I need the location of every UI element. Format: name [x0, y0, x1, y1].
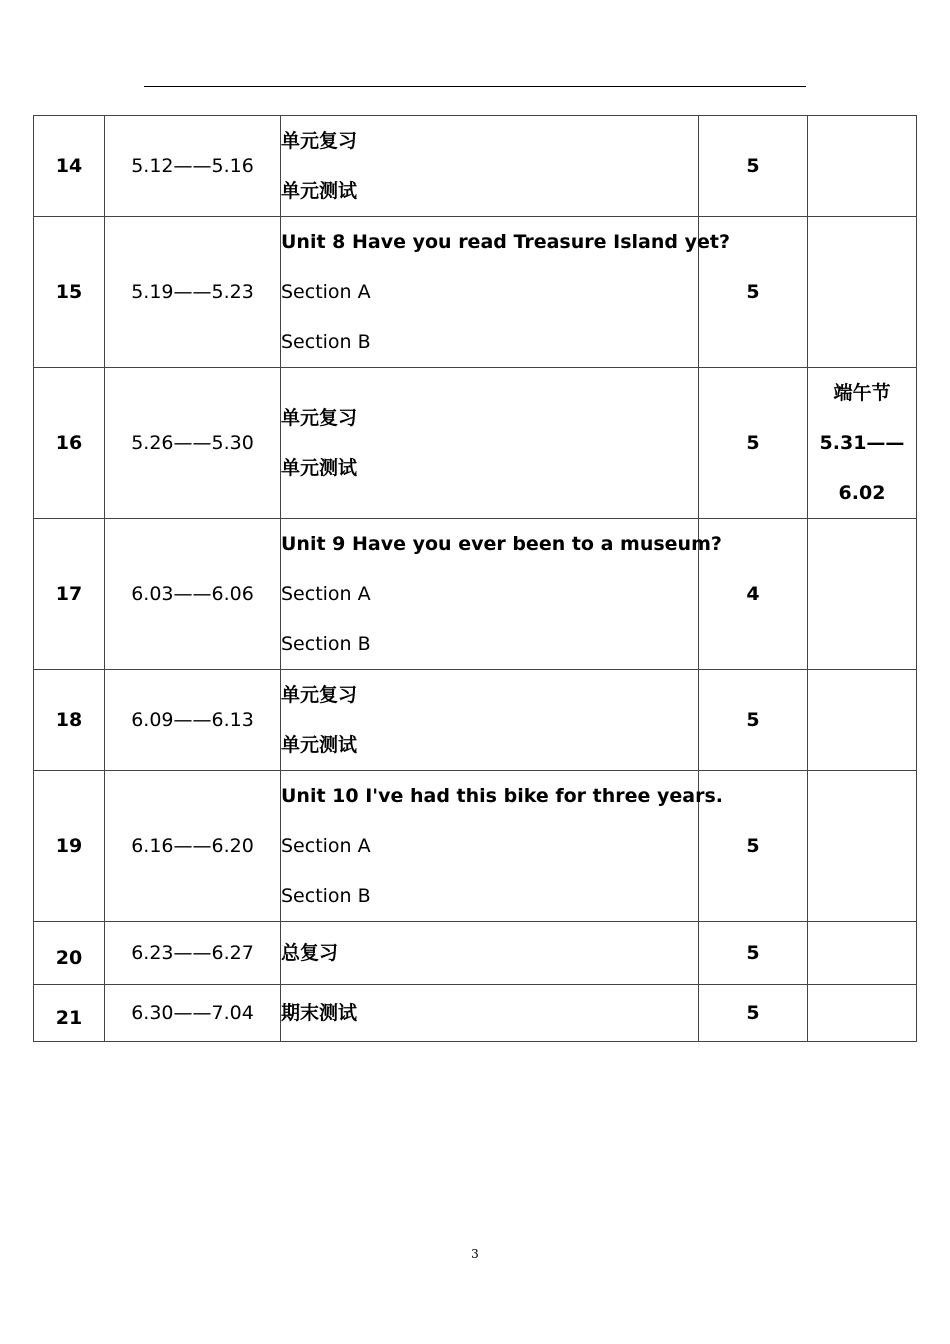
hours-cell: 5: [699, 116, 808, 217]
table-row: [34, 670, 917, 771]
content-cell: [281, 116, 699, 217]
date-cell: 6.23——6.27: [105, 922, 281, 985]
table-row: [34, 922, 917, 985]
hours-cell: 5: [699, 368, 808, 519]
notes-cell: [808, 217, 917, 368]
content-line: Section A: [281, 281, 371, 303]
hours-cell: 5: [699, 922, 808, 985]
content-line: 单元测试: [281, 734, 358, 756]
content-line: Section B: [281, 331, 371, 353]
content-line: 单元测试: [281, 457, 358, 479]
notes-cell: [808, 922, 917, 985]
week-cell: 17: [34, 519, 105, 670]
content-line: Unit 8 Have you read Treasure Island yet?: [281, 231, 730, 253]
content-line: 总复习: [281, 942, 339, 964]
content-cell: [281, 922, 699, 985]
notes-cell: [808, 368, 917, 519]
date-cell: 5.12——5.16: [105, 116, 281, 217]
content-cell: [281, 670, 699, 771]
content-cell: [281, 771, 724, 922]
table-row: [34, 217, 917, 368]
content-line: Unit 10 I've had this bike for three years.: [281, 785, 724, 807]
content-line: 期末测试: [281, 1002, 358, 1024]
schedule-table: [33, 115, 917, 1042]
content-line: 单元复习: [281, 684, 358, 706]
content-line: Unit 9 Have you ever been to a museum?: [281, 533, 722, 555]
content-line: Section A: [281, 583, 371, 605]
content-cell: [281, 985, 699, 1042]
content-line: 单元测试: [281, 180, 358, 202]
week-cell: 19: [34, 771, 105, 922]
table-row: [34, 985, 917, 1042]
content-line: 单元复习: [281, 407, 358, 429]
table-row: [34, 116, 917, 217]
content-cell: [281, 519, 722, 670]
notes-cell: [808, 985, 917, 1042]
content-line: 单元复习: [281, 130, 358, 152]
notes-cell: [808, 670, 917, 771]
week-cell: 15: [34, 217, 105, 368]
week-cell: 21: [34, 985, 105, 1042]
date-cell: 6.03——6.06: [105, 519, 281, 670]
date-cell: 6.09——6.13: [105, 670, 281, 771]
page-number: 3: [471, 1247, 479, 1261]
content-line: Section B: [281, 633, 371, 655]
hours-cell: 5: [699, 771, 808, 922]
week-cell: 16: [34, 368, 105, 519]
date-cell: 6.16——6.20: [105, 771, 281, 922]
content-cell: [281, 368, 699, 519]
hours-cell: 5: [699, 217, 808, 368]
content-cell: [281, 217, 730, 368]
table-row: [34, 771, 917, 922]
table-row: [34, 368, 917, 519]
notes-cell: [808, 519, 917, 670]
week-cell: 18: [34, 670, 105, 771]
note-line: 端午节: [833, 382, 891, 404]
content-line: Section A: [281, 835, 371, 857]
note-line: 5.31——: [819, 432, 905, 454]
note-line: 6.02: [838, 482, 886, 504]
table-row: [34, 519, 917, 670]
hours-cell: 5: [699, 985, 808, 1042]
date-cell: 5.26——5.30: [105, 368, 281, 519]
date-cell: 5.19——5.23: [105, 217, 281, 368]
header-rule: [144, 86, 806, 87]
content-line: Section B: [281, 885, 371, 907]
week-cell: 14: [34, 116, 105, 217]
notes-cell: [808, 116, 917, 217]
hours-cell: 4: [699, 519, 808, 670]
notes-cell: [808, 771, 917, 922]
date-cell: 6.30——7.04: [105, 985, 281, 1042]
week-cell: 20: [34, 922, 105, 985]
hours-cell: 5: [699, 670, 808, 771]
